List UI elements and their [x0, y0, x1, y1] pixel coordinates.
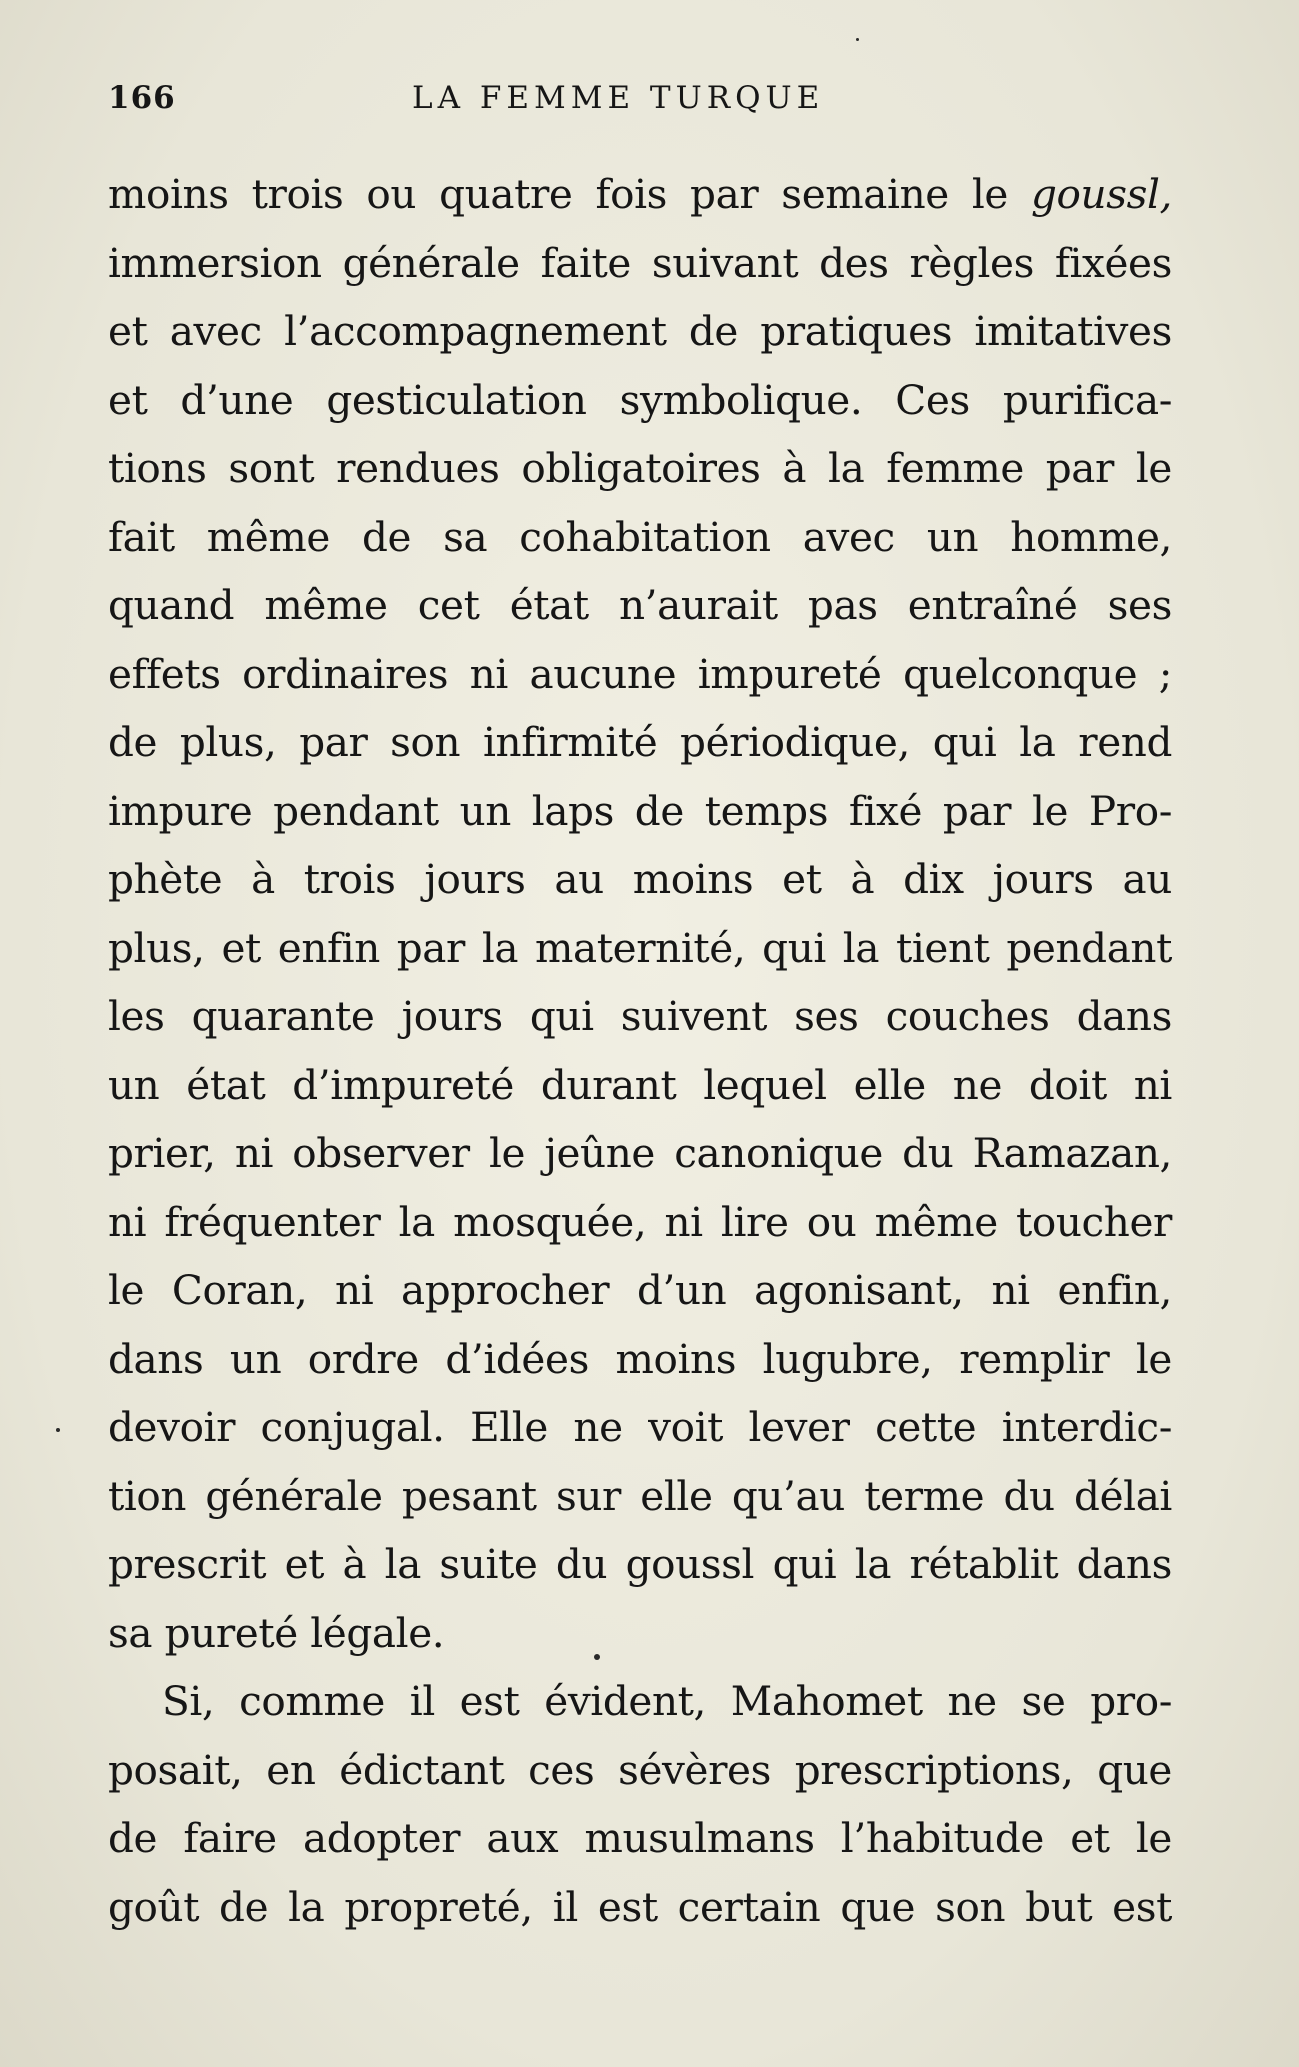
text-line: et d’une gesticulation symbolique. Ces purifica- [108, 375, 1172, 424]
text-line: tion générale pesant sur elle qu’au terme du délai [108, 1471, 1172, 1520]
text-line: goût de la propreté, il est certain que son but est [108, 1882, 1172, 1931]
ink-speck [56, 1428, 60, 1432]
text-line: moins trois ou quatre fois par semaine le goussl, [108, 170, 1172, 218]
text-line: tions sont rendues obligatoires à la femme par le [108, 444, 1172, 492]
italic-term: goussl, [1031, 170, 1172, 218]
text-line: devoir conjugal. Elle ne voit lever cette interdic- [108, 1403, 1172, 1451]
text-line: impure pendant un laps de temps fixé par le Pro- [108, 786, 1172, 835]
text-line: prescrit et à la suite du goussl qui la rétablit dans [108, 1540, 1172, 1588]
text-line: quand même cet état n’aurait pas entraîné ses [108, 581, 1172, 629]
text-line: fait même de sa cohabitation avec un homme, [108, 512, 1172, 561]
text-line: posait, en édictant ces sévères prescriptions, que [108, 1745, 1172, 1794]
text-line: ni fréquenter la mosquée, ni lire ou même toucher [108, 1197, 1172, 1246]
text-line: de plus, par son infirmité périodique, qui la rend [108, 718, 1172, 766]
text-line: dans un ordre d’idées moins lugubre, remplir le [108, 1334, 1172, 1383]
text-line: le Coran, ni approcher d’un agonisant, ni enfin, [108, 1266, 1172, 1314]
text-line: plus, et enfin par la maternité, qui la tient pendant [108, 923, 1172, 972]
text-line: phète à trois jours au moins et à dix jours au [108, 855, 1172, 903]
text-line: Si, comme il est évident, Mahomet ne se pro- [162, 1677, 1172, 1725]
ink-speck [856, 38, 859, 41]
text-line: et avec l’accompagnement de pratiques imitatives [108, 307, 1172, 355]
paragraph-2 [108, 1667, 1172, 1941]
text-line: les quarante jours qui suivent ses couches dans [108, 992, 1172, 1040]
ink-speck [594, 1654, 600, 1660]
text-line: prier, ni observer le jeûne canonique du Ramazan, [108, 1129, 1172, 1177]
paragraph-1 [108, 160, 1172, 1667]
page-number: 166 [108, 80, 176, 116]
text-line: effets ordinaires ni aucune impureté quelconque ; [108, 649, 1172, 698]
text-line: un état d’impureté durant lequel elle ne doit ni [108, 1060, 1172, 1109]
text-line: immersion générale faite suivant des règles fixées [108, 238, 1172, 287]
text-line: sa pureté légale. [108, 1608, 445, 1657]
text-line: de faire adopter aux musulmans l’habitude et le [108, 1814, 1172, 1862]
running-title: LA FEMME TURQUE [412, 80, 825, 116]
page-header [108, 80, 1172, 136]
body-text [108, 160, 1172, 1941]
